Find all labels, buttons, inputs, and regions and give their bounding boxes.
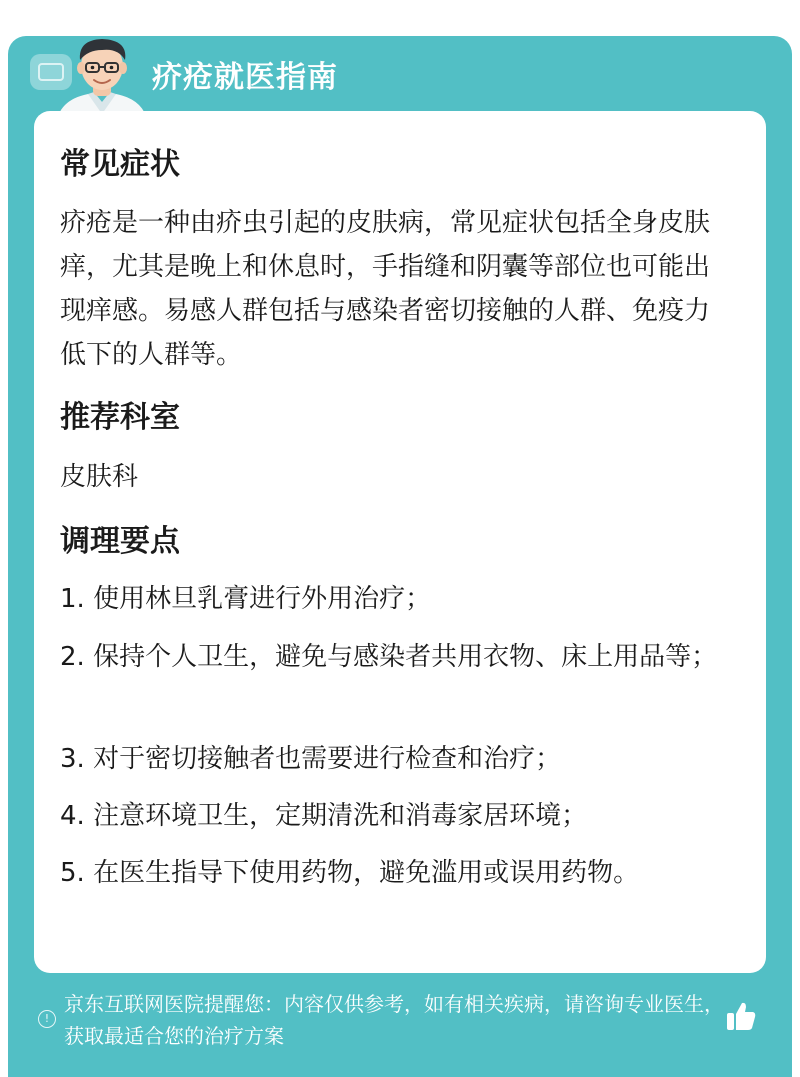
info-icon: ! (38, 1010, 56, 1028)
guide-panel (8, 36, 792, 1077)
care-item: 5. 在医生指导下使用药物，避免滥用或误用药物。 (60, 858, 640, 888)
department-text: 皮肤科 (60, 462, 139, 492)
care-item: 4. 注意环境卫生，定期清洗和消毒家居环境； (60, 801, 588, 831)
care-item: 3. 对于密切接触者也需要进行检查和治疗； (60, 744, 562, 774)
section-title-care: 调理要点 (60, 524, 180, 559)
footer-notice-text: 京东互联网医院提醒您：内容仅供参考，如有相关疾病，请咨询专业医生，获取最适合您的治疗方案 (64, 992, 724, 1048)
section-title-symptoms: 常见症状 (60, 147, 180, 182)
content-card (34, 111, 766, 973)
header (8, 36, 792, 108)
section-title-department: 推荐科室 (60, 400, 180, 435)
footer-notice (8, 982, 792, 1077)
care-item: 2. 保持个人卫生，避免与感染者共用衣物、床上用品等； (60, 642, 718, 672)
symptoms-text: 疥疮是一种由疥虫引起的皮肤病，常见症状包括全身皮肤痒，尤其是晚上和休息时，手指缝和阴囊等部位也可能出现痒感。易感人群包括与感染者密切接触的人群、免疫力低下的人群等。 (60, 208, 711, 370)
thumbs-up-icon[interactable] (724, 999, 758, 1033)
care-item: 1. 使用林旦乳膏进行外用治疗； (60, 584, 432, 614)
page-title: 疥疮就医指南 (152, 60, 338, 95)
